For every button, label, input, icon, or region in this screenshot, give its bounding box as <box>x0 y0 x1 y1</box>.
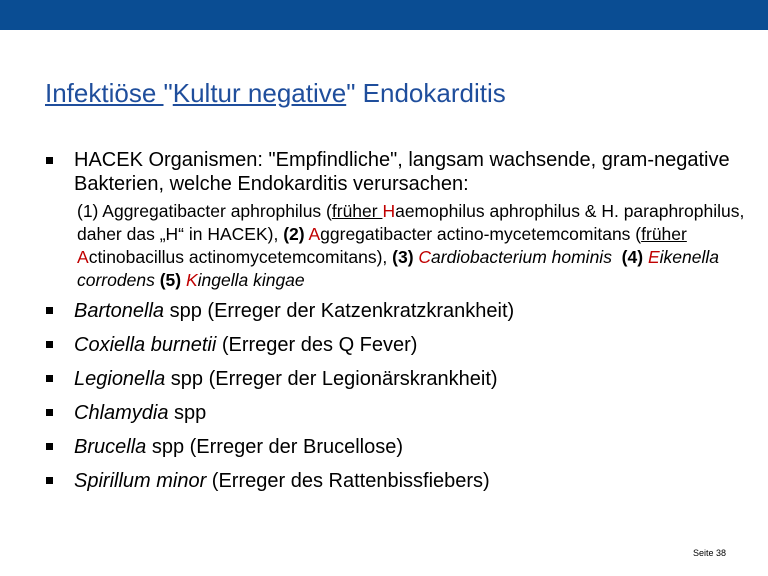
list-item <box>44 333 744 367</box>
organism-name: Spirillum minor <box>74 470 207 492</box>
hacek-letter-h: H <box>382 201 396 221</box>
hacek-text-1a: Aggregatibacter aphrophilus ( <box>98 201 332 221</box>
organism-note: spp (Erreger der Legionärskrankheit) <box>165 368 498 390</box>
organism-note: (Erreger des Q Fever) <box>216 334 418 356</box>
list-item <box>44 469 744 503</box>
hacek-text-1b: aemophilus aphrophilus & H. paraphrophilus, daher das „H“ in HACEK), <box>77 201 745 244</box>
hacek-frueher-2: früher <box>641 224 687 244</box>
hacek-frueher-1: früher <box>331 201 383 221</box>
hacek-num-1: (1) <box>77 201 99 221</box>
title-quote-close: " <box>346 78 356 108</box>
hacek-letter-a2: A <box>77 247 89 267</box>
hacek-num-5: (5) <box>154 270 182 290</box>
hacek-letter-e: E <box>643 247 660 267</box>
list-item <box>44 401 744 435</box>
header-bar <box>0 0 768 30</box>
list-item <box>44 367 744 401</box>
organism-note: spp <box>168 402 207 424</box>
hacek-letter-c: C <box>413 247 432 267</box>
bullet-list <box>44 148 744 503</box>
organism-note: (Erreger des Rattenbissfiebers) <box>206 470 490 492</box>
title-link-infektioese[interactable]: Infektiöse <box>45 78 164 108</box>
organism-list <box>44 299 744 503</box>
hacek-lead-text: HACEK Organismen: "Empfindliche", langsam wachsende, gram-negative Bakterien, welche Endokarditis verursachen: <box>74 149 730 195</box>
bullet-square-icon <box>46 375 53 382</box>
organism-name: Coxiella burnetii <box>74 334 217 356</box>
title-quote-open: " <box>163 78 173 108</box>
bullet-square-icon <box>46 409 53 416</box>
organism-name: Brucella <box>74 436 147 458</box>
slide-title <box>45 78 506 108</box>
organism-note: spp (Erreger der Brucellose) <box>146 436 404 458</box>
bullet-hacek <box>44 148 744 196</box>
title-link-kultur-negative[interactable]: Kultur negative <box>172 78 347 108</box>
hacek-text-2b: ctinobacillus actinomycetemcomitans), <box>88 247 393 267</box>
hacek-text-2a: ggregatibacter actino-mycetemcomitans ( <box>320 224 642 244</box>
organism-name: Chlamydia <box>74 402 169 424</box>
hacek-text-3: ardiobacterium hominis <box>431 247 612 267</box>
organism-name: Legionella <box>74 368 166 390</box>
list-item <box>44 435 744 469</box>
organism-note: spp (Erreger der Katzenkratzkrankheit) <box>164 300 515 322</box>
hacek-letter-a: A <box>304 224 321 244</box>
hacek-text-4: ikenella corrodens <box>77 247 719 290</box>
hacek-text-5: ingella kingae <box>197 270 305 290</box>
organism-name: Bartonella <box>74 300 165 322</box>
bullet-square-icon <box>46 341 53 348</box>
bullet-square-icon <box>46 477 53 484</box>
hacek-detail <box>44 200 745 292</box>
title-rest: Endokarditis <box>355 78 506 108</box>
hacek-num-2: (2) <box>283 224 305 244</box>
page-number: Seite 38 <box>692 548 726 558</box>
hacek-num-4: (4) <box>611 247 644 267</box>
bullet-square-icon <box>46 443 53 450</box>
bullet-square-icon <box>46 157 53 164</box>
bullet-square-icon <box>46 307 53 314</box>
list-item <box>44 299 744 333</box>
hacek-num-3: (3) <box>392 247 414 267</box>
hacek-letter-k: K <box>181 270 198 290</box>
